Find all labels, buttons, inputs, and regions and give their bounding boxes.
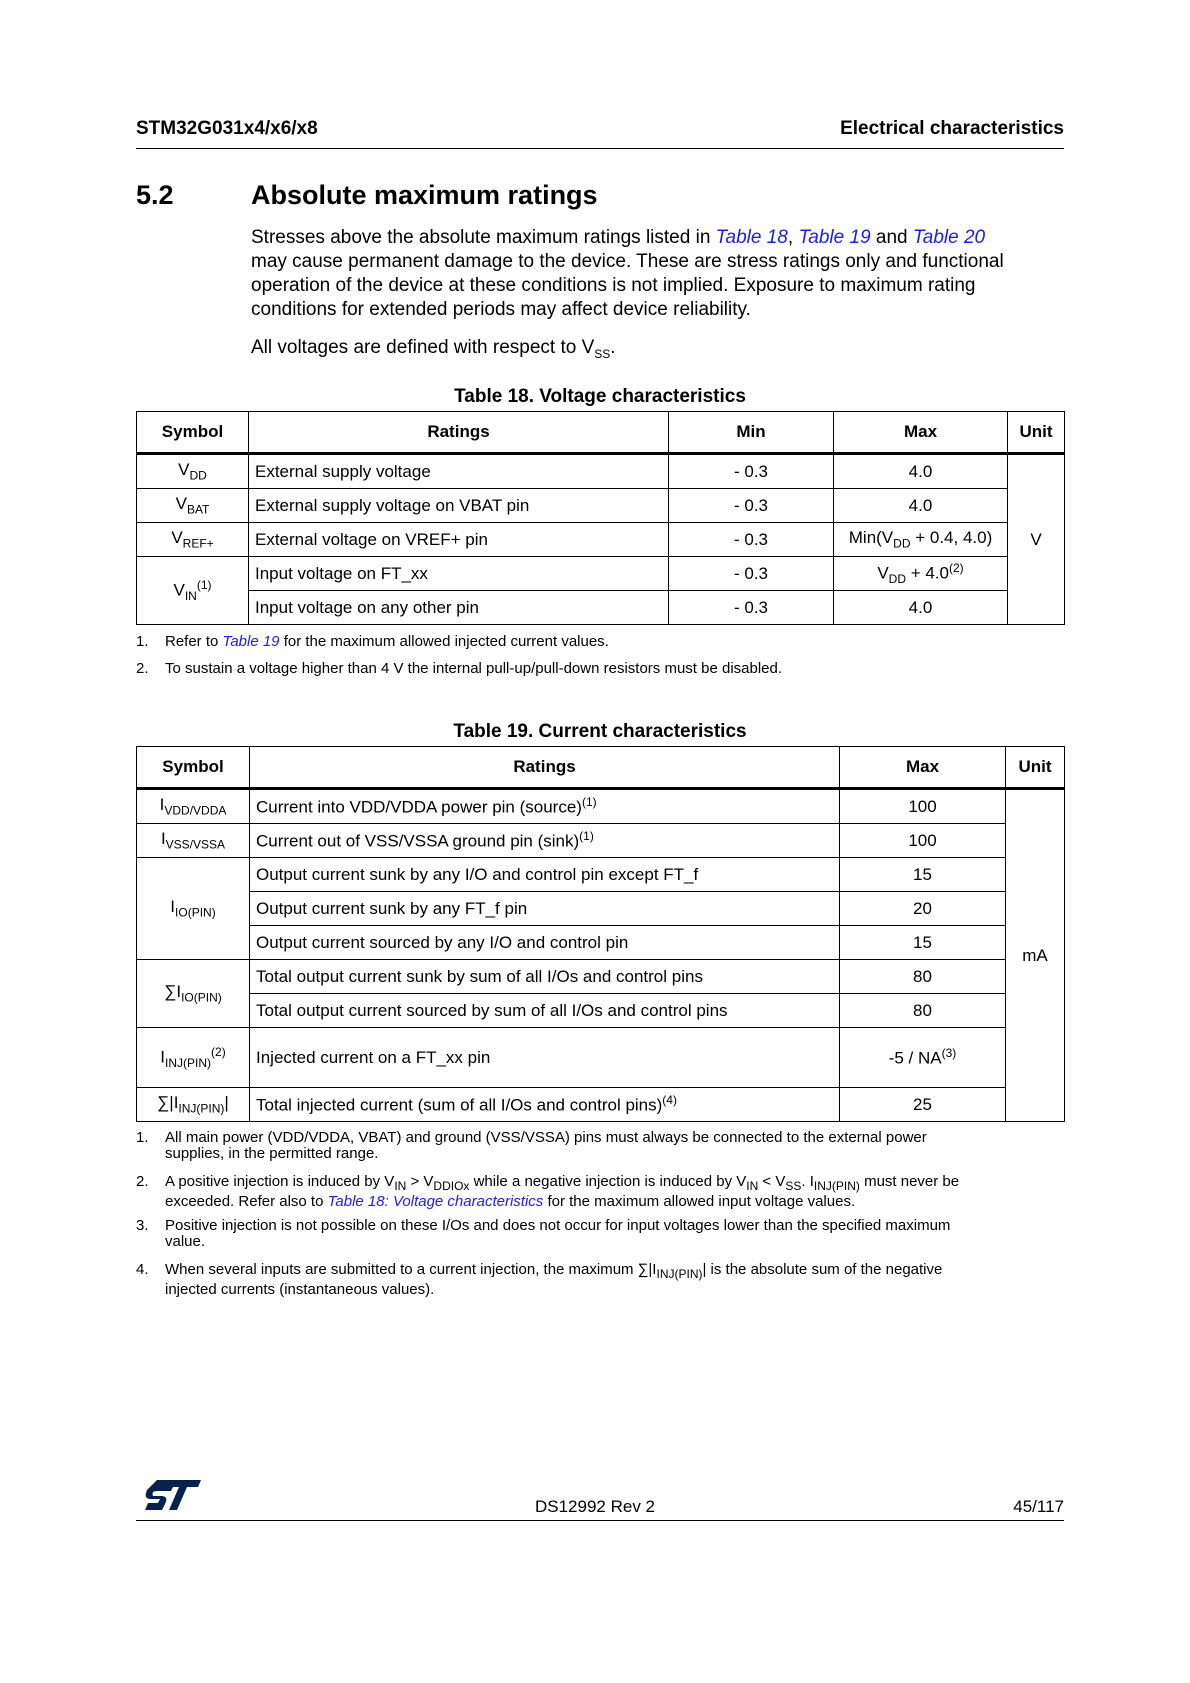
max-cell: $Min(V_{DD} + 0.4$, 4.0) — [834, 523, 1008, 557]
col-max: Max — [834, 412, 1008, 454]
link-table20[interactable]: Table 20 — [912, 227, 986, 248]
max-cell: 15 — [840, 858, 1006, 892]
table-row — [137, 892, 1065, 926]
symbol-cell: $V_{BAT}$ — [137, 489, 249, 523]
section-number: 5.2 — [136, 180, 174, 210]
rating-cell: Injected current on a FT_xx pin — [250, 1028, 840, 1088]
table19-footnote-2: 2. A positive injection is induced by $V_{IN} > V_{DDIOx}$ while a negative injection is induced by $V_{IN} < V_{SS}$. $I_{INJ(PIN)}$ must never be exceeded. Refer also to Table 18: Voltage characteristics for the maximum allowed input voltage values. — [136, 1173, 960, 1210]
para-line: operation of the device at these conditions is not implied. Exposure to maximum rating — [251, 275, 976, 296]
table-row — [137, 926, 1065, 960]
table18 — [136, 411, 1065, 625]
rating-cell: Output current sunk by any FT_f pin — [250, 892, 840, 926]
rating-cell: Total output current sunk by sum of all I/Os and control pins — [250, 960, 840, 994]
min-cell: - 0.3 — [669, 557, 834, 591]
max-cell: 100 — [840, 824, 1006, 858]
table18-footnote-2: 2. To sustain a voltage higher than 4 V the internal pull-up/pull-down resistors must be disabled. — [136, 660, 783, 677]
rating-cell: Total output current sourced by sum of all I/Os and control pins — [250, 994, 840, 1028]
table19-footnote-1: 1. All main power (VDD/VDDA, VBAT) and ground (VSS/VSSA) pins must always be connected to the external power supplies, in the permitted range. — [136, 1129, 927, 1162]
max-cell: 4.0 — [834, 591, 1008, 625]
rating-cell: External supply voltage — [249, 454, 669, 489]
table-row — [137, 557, 1065, 591]
link-table19[interactable]: Table 19 — [222, 633, 280, 650]
rating-cell: Input voltage on FT_xx — [249, 557, 669, 591]
symbol-cell: $V_{IN}^{(1)}$ — [137, 557, 249, 625]
col-min: Min — [669, 412, 834, 454]
max-cell: 20 — [840, 892, 1006, 926]
max-cell: 80 — [840, 994, 1006, 1028]
para-text: , — [787, 227, 799, 248]
rating-cell: Total injected current (sum of all I/Os and control pins)$^{(4)}$ — [250, 1088, 840, 1122]
table-row — [137, 824, 1065, 858]
symbol-cell: $I_{VDD/VDDA}$ — [137, 789, 250, 824]
para-text: All voltages are defined with respect to V — [251, 337, 595, 358]
subscript: SS — [594, 346, 611, 361]
max-cell: 4.0 — [834, 489, 1008, 523]
symbol-cell: $I_{IO(PIN)}$ — [137, 858, 250, 960]
link-table18[interactable]: Table 18 — [715, 227, 788, 248]
table19 — [136, 746, 1065, 1122]
col-ratings: Ratings — [249, 412, 669, 454]
col-symbol: Symbol — [137, 747, 250, 789]
unit-cell: mA — [1006, 789, 1065, 1122]
max-cell: 15 — [840, 926, 1006, 960]
para-text: and — [870, 227, 913, 248]
max-cell: 25 — [840, 1088, 1006, 1122]
rating-cell: Output current sourced by any I/O and control pin — [250, 926, 840, 960]
col-max: Max — [840, 747, 1006, 789]
symbol-cell: $V_{REF+}$ — [137, 523, 249, 557]
doc-title: STM32G031x4/x6/x8 — [136, 118, 318, 139]
para-text: Stresses above the absolute maximum ratings listed in — [251, 227, 716, 248]
max-cell: 4.0 — [834, 454, 1008, 489]
footer-rule — [136, 1520, 1064, 1521]
table-row — [137, 489, 1065, 523]
link-table19[interactable]: Table 19 — [798, 227, 871, 248]
header-rule — [136, 148, 1064, 149]
col-ratings: Ratings — [250, 747, 840, 789]
rating-cell: Current out of VSS/VSSA ground pin $(\sin k)^{(1)}$ — [250, 824, 840, 858]
min-cell: - 0.3 — [669, 591, 834, 625]
section-title: Absolute maximum ratings — [251, 180, 598, 210]
max-cell: $V_{DD} + 4.0^{(2)}$ — [834, 557, 1008, 591]
symbol-cell: $\sum|I_{INJ(PIN)}|$ — [137, 1088, 250, 1122]
para-text: . — [610, 337, 616, 358]
max-cell: -5 / NA$^{(3)}$ — [840, 1028, 1006, 1088]
chapter-title: Electrical characteristics — [840, 118, 1064, 139]
intro-paragraph — [251, 226, 1061, 322]
symbol-cell: $I_{VSS/VSSA}$ — [137, 824, 250, 858]
table-row — [137, 858, 1065, 892]
table-row — [137, 1088, 1065, 1122]
rating-cell: Input voltage on any other pin — [249, 591, 669, 625]
table18-footnote-1: 1. Refer to Table 19 for the maximum allowed injected current values. — [136, 633, 609, 650]
symbol-cell: $V_{DD}$ — [137, 454, 249, 489]
unit-cell: V — [1008, 454, 1065, 625]
rating-cell: Output current sunk by any I/O and control pin except FT_f — [250, 858, 840, 892]
symbol-cell: $\sum I_{IO(PIN)}$ — [137, 960, 250, 1028]
table-row — [137, 523, 1065, 557]
table-row — [137, 591, 1065, 625]
para-line: conditions for extended periods may affect device reliability. — [251, 299, 751, 320]
link-table18[interactable]: Table 18: Voltage characteristics — [327, 1193, 544, 1210]
table-row — [137, 454, 1065, 489]
min-cell: - 0.3 — [669, 523, 834, 557]
table19-footnote-4: 4. When several inputs are submitted to a current injection, the maximum $\sum|I_{INJ(PIN)}|$ is the absolute sum of the negative injected currents (instantaneous values). — [136, 1261, 943, 1298]
table-row — [137, 960, 1065, 994]
min-cell: - 0.3 — [669, 489, 834, 523]
rating-cell: External supply voltage on VBAT pin — [249, 489, 669, 523]
table19-footnote-3: 3. Positive injection is not possible on these I/Os and does not occur for input voltages lower than the specified maximum value. — [136, 1217, 951, 1250]
rating-cell: External voltage on VREF+ pin — [249, 523, 669, 557]
table-header-row — [137, 747, 1065, 789]
col-unit: Unit — [1008, 412, 1065, 454]
table-row — [137, 1028, 1065, 1088]
max-cell: 80 — [840, 960, 1006, 994]
voltage-reference-note — [251, 336, 1061, 366]
para-line: may cause permanent damage to the device. These are stress ratings only and functional — [251, 251, 1004, 272]
document-revision: DS12992 Rev 2 — [534, 1497, 656, 1516]
min-cell: - 0.3 — [669, 454, 834, 489]
symbol-cell: $I_{INJ(PIN)}^{(2)}$ — [137, 1028, 250, 1088]
table18-caption: Table 18. Voltage characteristics — [454, 386, 746, 407]
table-header-row — [137, 412, 1065, 454]
page-number: 45/117 — [1013, 1497, 1064, 1516]
table-row — [137, 994, 1065, 1028]
table19-caption: Table 19. Current characteristics — [453, 721, 747, 742]
rating-cell: Current into VDD/VDDA power pin (source)$^{(1)}$ — [250, 789, 840, 824]
col-symbol: Symbol — [137, 412, 249, 454]
table-row — [137, 789, 1065, 824]
col-unit: Unit — [1006, 747, 1065, 789]
max-cell: 100 — [840, 789, 1006, 824]
